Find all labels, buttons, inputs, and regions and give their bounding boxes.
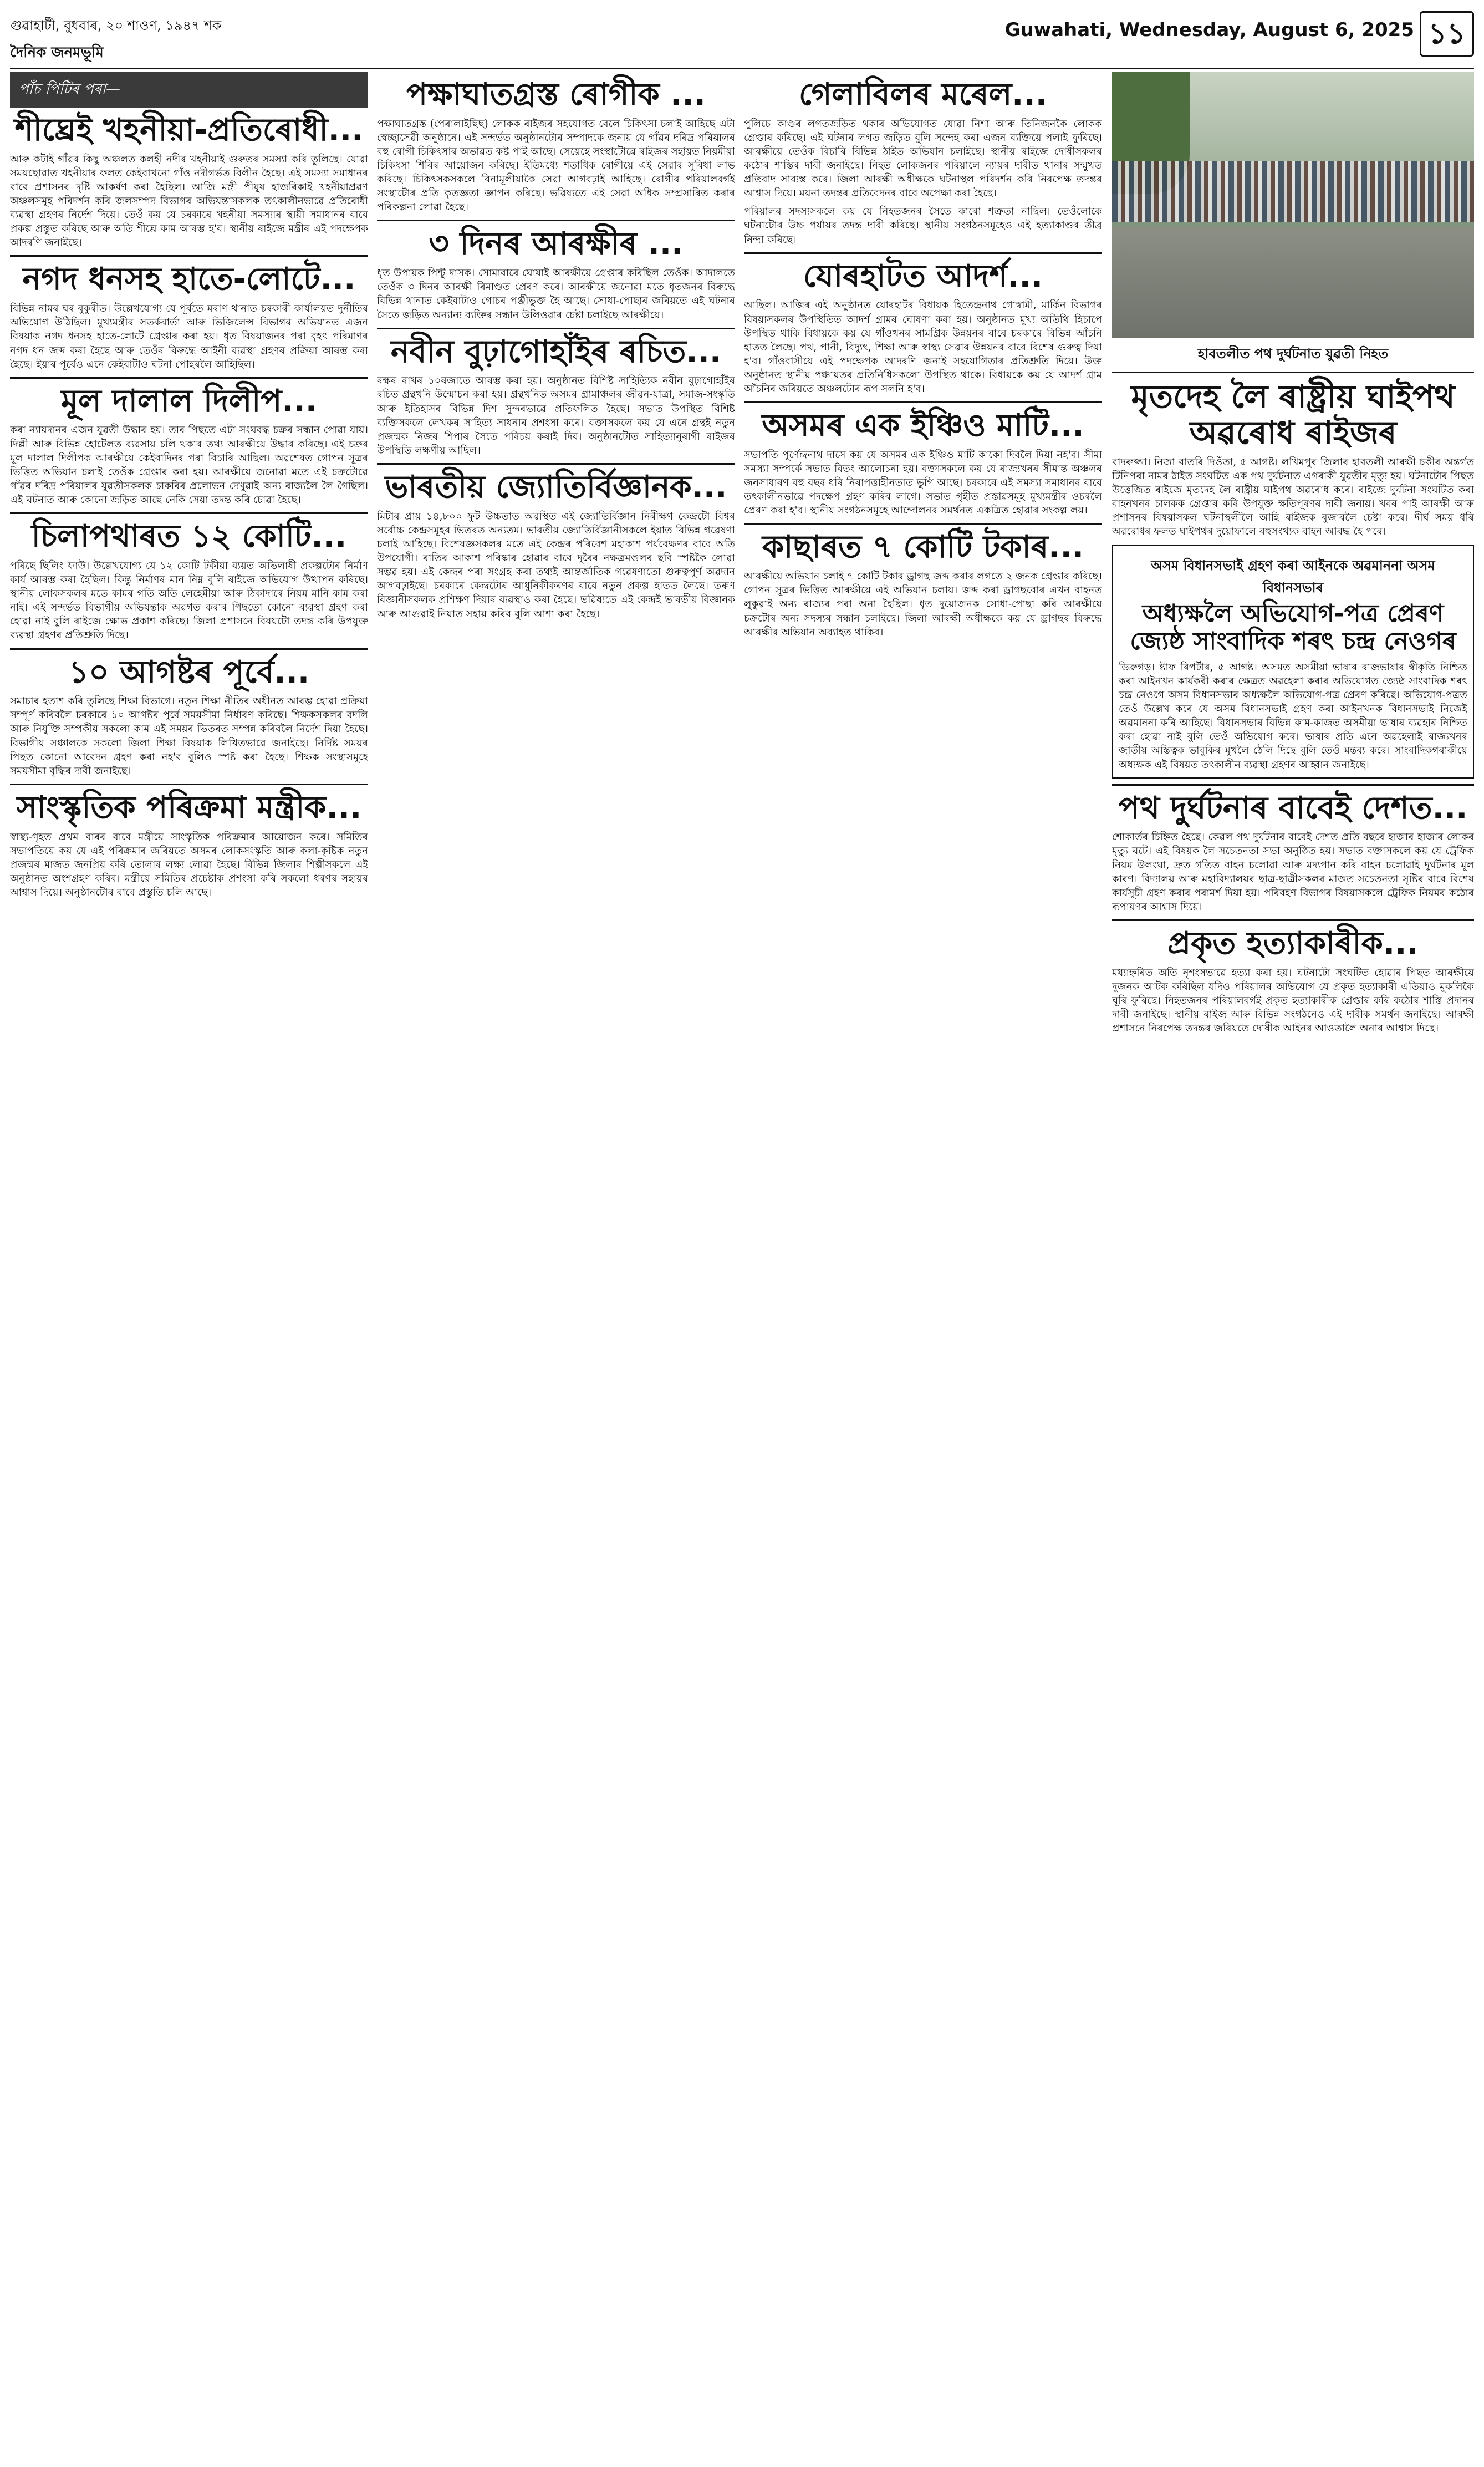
boxed-story (1112, 545, 1474, 779)
paper-name: দৈনিক জনমভূমি (10, 44, 104, 61)
headline: অধ্যক্ষলৈ অভিযোগ-পত্ৰ প্ৰেৰণ জ্যেষ্ঠ সাংবাদিক শৰৎ চন্দ্ৰ নেওগৰ (1130, 599, 1456, 656)
article-body: আৰক্ষীয়ে অভিযান চলাই ৭ কোটি টকাৰ ড্ৰাগছ জব্দ কৰাৰ লগতে ২ জনক গ্ৰেপ্তাৰ কৰিছে। গোপন সূত্ৰৰ ভিত্তিত আৰক্ষীয়ে এই অভিযান চলায়। জব্দ কৰা ড্ৰাগছবোৰ এখন বাহনত লুকুৱাই অন্য ৰাজ্যৰ পৰা অনা হৈছিল। ধৃত দুয়োজনক সোধা-পোছা কৰি আৰক্ষীয়ে চক্ৰটোৰ অন্য সদস্যৰ সন্ধান চলাইছে। জিলা আৰক্ষী অধীক্ষকে কয় যে ড্ৰাগছৰ বিৰুদ্ধে আৰক্ষীৰ অভিযান অব্যাহত থাকিব। (744, 571, 1102, 638)
article-body: কৰা ন্যায়দানৰ এজন যুৱতী উদ্ধাৰ হয়। তাৰ পিছতে এটা সংঘবদ্ধ চক্ৰৰ সন্ধান পোৱা যায়। দিল্লী আৰু বিভিন্ন হোটেলত ব্যৱসায় চলি থকাৰ তথ্য আৰক্ষীয়ে উদ্ধাৰ কৰিছে। এই চক্ৰৰ মূল দালাল দিলীপক আৰক্ষীয়ে কেইবাদিনৰ পৰা বিচাৰি আছিল। অৱশেষত গোপন সূত্ৰৰ ভিত্তিত অভিযান চলাই তেওঁক গ্ৰেপ্তাৰ কৰা হয়। আৰক্ষীয়ে জনোৱা মতে এই চক্ৰটোৱে গাঁৱৰ দৰিদ্ৰ পৰিয়ালৰ যুৱতীসকলক চাকৰিৰ প্ৰলোভন দেখুৱাই অন্য ৰাজ্যলৈ লৈ গৈছিল। এই ঘটনাত আৰু কোনো জড়িত আছে নেকি সেয়া তদন্ত কৰি চোৱা হৈছে। (10, 424, 368, 506)
headline: অসমৰ এক ইঞ্চিও মাটি... (744, 401, 1102, 444)
accident-photo (1112, 72, 1474, 338)
kicker: অসম বিধানসভাই গ্ৰহণ কৰা আইনকে অৱমাননা অসম বিধানসভাৰ (1151, 557, 1435, 596)
section-tag: পাঁচ পিটিৰ পৰা— (10, 72, 368, 108)
article-body: শোকাৰ্তৰ চিহ্নিত হৈছে। কেৱল পথ দুৰ্ঘটনাৰ বাবেই দেশত প্ৰতি বছৰে হাজাৰ হাজাৰ লোকৰ মৃত্যু ঘটে। এই বিষয়ক লৈ সচেতনতা সভা অনুষ্ঠিত হয়। সভাত বক্তাসকলে কয় যে ট্ৰেফিক নিয়ম উলংঘা, দ্ৰুত গতিত বাহন চলোৱা আৰু মদ্যপান কৰি বাহন চলোৱাই দুৰ্ঘটনাৰ মূল কাৰণ। বিদ্যালয় আৰু মহাবিদ্যালয়ৰ ছাত্ৰ-ছাত্ৰীসকলৰ মাজত সচেতনতা সৃষ্টিৰ বাবে বিশেষ কাৰ্যসূচী গ্ৰহণ কৰাৰ পৰামৰ্শ দিয়া হয়। পৰিবহণ বিভাগৰ বিষয়াসকলে ট্ৰেফিক নিয়মৰ কঠোৰ ৰূপায়ণৰ আশ্বাস দিয়ে। (1112, 831, 1474, 913)
article-body: সমাচাৰ হতাশ কৰি তুলিছে শিক্ষা বিভাগে। নতুন শিক্ষা নীতিৰ অধীনত আৰম্ভ হোৱা প্ৰক্ৰিয়া সম্পূৰ্ণ কৰিবলৈ চৰকাৰে ১০ আগষ্টৰ পূৰ্বে সময়সীমা নিৰ্ধাৰণ কৰিছে। শিক্ষকসকলৰ বদলি আৰু নিযুক্তি সম্পৰ্কীয় সকলো কাম এই সময়ৰ ভিতৰত সম্পন্ন কৰিবলৈ নিৰ্দেশ দিয়া হৈছে। বিভাগীয় সঞ্চালকে সকলো জিলা শিক্ষা বিষয়াক লিখিতভাৱে জনাইছে। নিৰ্দিষ্ট সময়ৰ পিছত কোনো আবেদন গ্ৰহণ কৰা নহ'ব বুলিও স্পষ্ট কৰা হৈছে। শিক্ষক সংস্থাসমূহে সময়সীমা বৃদ্ধিৰ দাবী জনাইছে। (10, 695, 368, 777)
article-body: পৰিছে ছিলিং ফাউ। উল্লেখযোগ্য যে ১২ কোটি টকীয়া ব্যয়ত অভিলাষী প্ৰকল্পটোৰ নিৰ্মাণ কাৰ্য আৰম্ভ কৰা হৈছিল। কিন্তু নিৰ্মাণৰ মান নিম্ন বুলি ৰাইজে অভিযোগ উত্থাপন কৰিছে। স্থানীয় লোকসকলৰ মতে কামৰ গতি অতি লেহেমীয়া আৰু ঠিকাদাৰে নিয়ম মানি কাম কৰা নাই। এই সন্দৰ্ভত বিভাগীয় অভিযন্তাক অৱগত কৰাৰ পিছতো কোনো ব্যৱস্থা গ্ৰহণ কৰা হোৱা নাই বুলি ৰাইজে ক্ষোভ প্ৰকাশ কৰিছে। জিলা প্ৰশাসনে বিষয়টো তদন্ত কৰি উপযুক্ত ব্যৱস্থা গ্ৰহণৰ প্ৰতিশ্ৰুতি দিছে। (10, 559, 368, 642)
headline: চিলাপথাৰত ১২ কোটি... (10, 512, 368, 555)
article-body: আছিল। আজিৰ এই অনুষ্ঠানত যোৰহাটৰ বিধায়ক হিতেন্দ্ৰনাথ গোস্বামী, মাৰ্কিন বিভাগৰ বিষয়াসকলৰ উপস্থিতিত আদৰ্শ গ্ৰামৰ ঘোষণা কৰা হয়। অনুষ্ঠানত মুখ্য অতিথি হিচাপে উপস্থিত থাকি বিধায়কে কয় যে গাঁওখনৰ সামগ্ৰিক উন্নয়নৰ বাবে চৰকাৰে বিভিন্ন আঁচনি হাতত লৈছে। পথ, পানী, বিদ্যুৎ, শিক্ষা আৰু স্বাস্থ্য সেৱাৰ উন্নয়নৰ বাবে বিশেষ গুৰুত্ব দিয়া হ'ব। গাঁওবাসীয়ে এই পদক্ষেপক আদৰণি জনাই সহযোগিতাৰ প্ৰতিশ্ৰুতি দিয়ে। উক্ত অনুষ্ঠানত স্থানীয় পঞ্চায়তৰ প্ৰতিনিধিসকলো উপস্থিত থাকে। বিধায়কে কয় যে আদৰ্শ গ্ৰাম আঁচনিৰ জৰিয়তে অঞ্চলটোৰ ৰূপ সলনি হ'ব। (744, 299, 1102, 395)
dateline-right: Guwahati, Wednesday, August 6, 2025 (1004, 19, 1414, 41)
headline: মূল দালাল দিলীপ... (10, 377, 368, 419)
column-2 (377, 72, 735, 2445)
header-rule (10, 67, 1474, 69)
article-body: স্বাস্থ্য-গৃহত প্ৰথম বাৰৰ বাবে মন্ত্ৰীয়ে সাংস্কৃতিক পৰিক্ৰমাৰ আয়োজন কৰে। সমিতিৰ সভাপতিয়ে কয় যে এই পৰিক্ৰমাৰ জৰিয়তে অসমৰ লোকসংস্কৃতি আৰু কলা-কৃষ্টিক নতুন প্ৰজন্মৰ মাজত জনপ্ৰিয় কৰি তোলাৰ লক্ষ্য লোৱা হৈছে। বিভিন্ন জিলাৰ শিল্পীসকলে এই অনুষ্ঠানত অংশগ্ৰহণ কৰিব। মন্ত্ৰীয়ে সমিতিৰ প্ৰচেষ্টাক প্ৰশংসা কৰি সকলো ধৰণৰ সহায়ৰ আশ্বাস দিয়ে। অনুষ্ঠানটোৰ বাবে প্ৰস্তুতি চলি আছে। (10, 831, 368, 899)
headline: শীঘ্ৰেই খহনীয়া-প্ৰতিৰোধী... (14, 112, 364, 148)
page-number: ১১ (1420, 11, 1474, 57)
article-body: পুলিচে কাণ্ডৰ লগতজড়িত থকাৰ অভিযোগত যোৱা নিশা আৰু তিনিজনকৈ লোকক গ্ৰেপ্তাৰ কৰিছে। এই ঘটনাৰ লগত জড়িত বুলি সন্দেহ কৰা এজন ব্যক্তিয়ে পলাই ফুৰিছে। আৰক্ষীয়ে তেওঁক বিচাৰি বিভিন্ন ঠাইত অভিযান চলাইছে। স্থানীয় ৰাইজে দোষীসকলৰ কঠোৰ শাস্তিৰ দাবী জনাইছে। নিহত লোকজনৰ পৰিয়ালে ন্যায়ৰ দাবীত থানাৰ সন্মুখত প্ৰতিবাদ সাব্যস্ত কৰে। জিলা আৰক্ষী অধীক্ষকে ঘটনাস্থল পৰিদৰ্শন কৰি নিৰপেক্ষ তদন্তৰ আশ্বাস দিয়ে। ময়না তদন্তৰ প্ৰতিবেদনৰ বাবে অপেক্ষা কৰা হৈছে। (744, 118, 1102, 200)
headline: প্ৰকৃত হত্যাকাৰীক... (1112, 919, 1474, 962)
headline: সাংস্কৃতিক পৰিক্ৰমা মন্ত্ৰীক... (10, 784, 368, 826)
article-body: ধৃত উপায়ক পিন্টু দাসক। সোমাবাৰে ঘোষাই আৰক্ষীয়ে গ্ৰেপ্তাৰ কৰিছিল তেওঁক। আদালতে তেওঁক ৩ দিনৰ আৰক্ষী ৰিমাণ্ডত প্ৰেৰণ কৰে। আৰক্ষীয়ে জনোৱা মতে ধৃতজনৰ বিৰুদ্ধে বিভিন্ন থানাত কেইবাটাও গোচৰ পঞ্জীভুক্ত হৈ আছে। সোধা-পোছাৰ জৰিয়তে এই ঘটনাৰ সৈতে জড়িত অন্যান্য ব্যক্তিৰ সন্ধান উলিওৱাৰ চেষ্টা চলাইছে আৰক্ষীয়ে। (377, 267, 735, 321)
article-body: বাদৰুজ্জা। নিজা বাতৰি দিওঁতা, ৫ আগষ্ট। লখিমপুৰ জিলাৰ হাবতলী আৰক্ষী চকীৰ অন্তৰ্গত টিনিপৰা নামৰ ঠাইত সংঘটিত এক পথ দুৰ্ঘটনাত এগৰাকী যুৱতীৰ মৃত্যু হয়। ঘটনাটোৰ পিছত উত্তেজিত ৰাইজে মৃতদেহ লৈ ৰাষ্ট্ৰীয় ঘাইপথ অৱৰোধ কৰে। ৰাইজে দুৰ্ঘটনা সংঘটিত কৰা বাহনখনৰ চালকক গ্ৰেপ্তাৰ কৰি উপযুক্ত ক্ষতিপূৰণৰ দাবী জনায়। খবৰ পাই আৰক্ষী আৰু প্ৰশাসনৰ বিষয়াসকল ঘটনাস্থলীলৈ আহি ৰাইজক বুজাবলৈ চেষ্টা কৰে। দীৰ্ঘ সময় ধৰি অৱৰোধৰ ফলত ঘাইপথৰ দুয়োফালে বহুসংখ্যক বাহন আবদ্ধ হৈ পৰে। (1112, 456, 1474, 538)
article-body: মধ্যাহ্নৰিত অতি নৃশংসভাৱে হত্যা কৰা হয়। ঘটনাটো সংঘটিত হোৱাৰ পিছত আৰক্ষীয়ে দুজনক আটক কৰিছিল যদিও পৰিয়ালৰ অভিযোগ যে প্ৰকৃত হত্যাকাৰী এতিয়াও মুকলিকৈ ঘূৰি ফুৰিছে। নিহতজনৰ পৰিয়ালবৰ্গই প্ৰকৃত হত্যাকাৰীক গ্ৰেপ্তাৰ কৰি কঠোৰ শাস্তি প্ৰদানৰ দাবী জনাইছে। স্থানীয় ৰাইজ আৰু বিভিন্ন সংগঠনেও এই দাবীক সমৰ্থন জনাইছে। আৰক্ষী প্ৰশাসনে নিৰপেক্ষ তদন্তৰ জৰিয়তে দোষীক আইনৰ আওতালৈ অনাৰ আশ্বাস দিছে। (1112, 967, 1474, 1035)
article-body: ৰক্ষৰ ৰাখৰ ১০ৰজাতে আৰম্ভ কৰা হয়। অনুষ্ঠানত বিশিষ্ট সাহিত্যিক নবীন বুঢ়াগোহাঁইৰ ৰচিত গ্ৰন্থখনি উন্মোচন কৰা হয়। গ্ৰন্থখনিত অসমৰ গ্ৰামাঞ্চলৰ জীৱন-যাত্ৰা, সমাজ-সংস্কৃতি আৰু ইতিহাসৰ বিভিন্ন দিশ সুন্দৰভাৱে প্ৰতিফলিত হৈছে। সভাত উপস্থিত বিশিষ্ট ব্যক্তিসকলে লেখকৰ সাহিত্য সাধনাৰ প্ৰশংসা কৰে। বক্তাসকলে কয় যে এনে গ্ৰন্থই নতুন প্ৰজন্মক নিজৰ শিপাৰ সৈতে পৰিচয় কৰাই দিব। অনুষ্ঠানটোত সাহিত্যানুৰাগী ৰাইজৰ উপস্থিতি লক্ষণীয় আছিল। (377, 375, 735, 456)
photo-road (1112, 227, 1474, 338)
headline: যোৰহাটত আদৰ্শ... (744, 252, 1102, 294)
photo-caption: হাবতলীত পথ দুৰ্ঘটনাত যুৱতী নিহত (1197, 346, 1389, 362)
article-body: পৰিয়ালৰ সদস্যসকলে কয় যে নিহতজনৰ সৈতে কাৰো শত্ৰুতা নাছিল। তেওঁলোকে ঘটনাটোৰ উচ্চ পৰ্যায়ৰ তদন্ত দাবী কৰিছে। স্থানীয় সংগঠনসমূহেও এই হত্যাকাণ্ডৰ তীব্ৰ নিন্দা কৰিছে। (744, 206, 1102, 246)
column-1 (10, 72, 368, 2445)
article-body: মিটাৰ প্ৰায় ১৪,৮০০ ফুট উচ্চতাত অৱস্থিত এই জ্যোতিৰ্বিজ্ঞান নিৰীক্ষণ কেন্দ্ৰটো বিশ্বৰ সৰ্বোচ্চ কেন্দ্ৰসমূহৰ ভিতৰত অন্যতম। ভাৰতীয় জ্যোতিৰ্বিজ্ঞানীসকলে ইয়াত বিভিন্ন গৱেষণা চলাই আহিছে। বিশেষজ্ঞসকলৰ মতে এই কেন্দ্ৰৰ পৰিবেশ মহাকাশ পৰ্যবেক্ষণৰ বাবে অতি উপযোগী। ৰাতিৰ আকাশ পৰিষ্কাৰ হোৱাৰ বাবে দূৰৈৰ নক্ষত্ৰমণ্ডলৰ ছবি স্পষ্টকৈ লোৱা সম্ভৱ হয়। এই কেন্দ্ৰৰ পৰা সংগ্ৰহ কৰা তথ্যই আন্তৰ্জাতিক গৱেষণাতো গুৰুত্বপূৰ্ণ অৱদান আগবঢ়াইছে। চৰকাৰে কেন্দ্ৰটোৰ আধুনিকীকৰণৰ বাবে নতুন প্ৰকল্প হাতত লৈছে। তৰুণ বিজ্ঞানীসকলক প্ৰশিক্ষণ দিয়াৰ ব্যৱস্থাও কৰা হৈছে। ভৱিষ্যতে এই কেন্দ্ৰই ভাৰতীয় বিজ্ঞানক আৰু আগুৱাই নিয়াত সহায় কৰিব বুলি আশা কৰা হৈছে। (377, 510, 735, 620)
headline: নবীন বুঢ়াগোহাঁইৰ ৰচিত... (377, 328, 735, 370)
headline: ৩ দিনৰ আৰক্ষীৰ ... (377, 220, 735, 262)
headline: ভাৰতীয় জ্যোতিৰ্বিজ্ঞানক... (377, 463, 735, 505)
headline: পথ দুৰ্ঘটনাৰ বাবেই দেশত... (1112, 784, 1474, 826)
column-3 (744, 72, 1102, 2445)
headline: কাছাৰত ৭ কোটি টকাৰ... (744, 523, 1102, 565)
columns (10, 72, 1474, 2445)
masthead (10, 11, 1474, 72)
article-body: সভাপতি পূৰ্ণেন্দ্ৰনাথ দাসে কয় যে অসমৰ এক ইঞ্চিও মাটি কাকো দিবলৈ দিয়া নহ'ব। সীমা সমস্যা সম্পৰ্কে সভাত বিতং আলোচনা হয়। বক্তাসকলে কয় যে ৰাজ্যখনৰ সীমান্ত অঞ্চলৰ জনসাধাৰণ বহু বছৰ ধৰি নিৰাপত্তাহীনতাত ভুগি আছে। চৰকাৰে এই সমস্যা সমাধানৰ বাবে তৎকালীনভাৱে পদক্ষেপ গ্ৰহণ কৰিব লাগে। সভাত গৃহীত প্ৰস্তাৱসমূহ মুখ্যমন্ত্ৰীৰ ওচৰলৈ প্ৰেৰণ কৰা হ'ব। স্থানীয় সংগঠনসমূহে আন্দোলনৰ সমৰ্থনত একত্ৰিত হোৱাৰ সংকল্প লয়। (744, 449, 1102, 517)
headline: ১০ আগষ্টৰ পূৰ্বে... (10, 648, 368, 690)
article-body: আৰু কটাই গাঁৱৰ কিছু অঞ্চলত কলহী নদীৰ খহনীয়াই গুৰুতৰ সমস্যা কৰি তুলিছে। যোৱা সময়ছোৱাত খহনীয়াৰ ফলত কেইবাখনো গাঁও নদীগৰ্ভত বিলীন হৈছে। এই সমস্যা সমাধানৰ বাবে প্ৰশাসনৰ দৃষ্টি আকৰ্ষণ কৰা হৈছিল। আজি মন্ত্ৰী পীযুষ হাজৰিকাই খহনীয়াপ্ৰৱণ অঞ্চলসমূহ পৰিদৰ্শন কৰি জলসম্পদ বিভাগৰ অভিযন্তাসকলক তৎকালীনভাৱে প্ৰতিৰোধী ব্যৱস্থা গ্ৰহণৰ নিৰ্দেশ দিয়ে। তেওঁ কয় যে চৰকাৰে খহনীয়া সমস্যাৰ স্থায়ী সমাধানৰ বাবে প্ৰকল্প প্ৰস্তুত কৰিছে আৰু অতি শীঘ্ৰে কাম আৰম্ভ হ'ব। স্থানীয় ৰাইজে মন্ত্ৰীৰ এই পদক্ষেপক আদৰণি জনাইছে। (10, 153, 368, 249)
headline: মৃতদেহ লৈ ৰাষ্ট্ৰীয় ঘাইপথ অৱৰোধ ৰাইজৰ (1112, 372, 1474, 451)
article-body: বিভিন্ন নামৰ ঘৰ বুকুৰীত। উল্লেখযোগ্য যে পূৰ্বতে মৰাণ থানাত চৰকাৰী কাৰ্যালয়ত দুৰ্নীতিৰ অভিযোগ উঠিছিল। মুখ্যমন্ত্ৰীৰ সতৰ্কবাৰ্তা আৰু ভিজিলেন্স বিভাগৰ অভিযানত এজন বিষয়াক নগদ ধনসহ হাতে-লোটে গ্ৰেপ্তাৰ কৰা হয়। ধৃত বিষয়াজনৰ পৰা বৃহৎ পৰিমাণৰ নগদ ধন জব্দ কৰা হৈছে আৰু তেওঁৰ বিৰুদ্ধে আইনী ব্যৱস্থা গ্ৰহণৰ প্ৰক্ৰিয়া আৰম্ভ কৰা হৈছে। ইয়াৰ পূৰ্বেও এনে কেইবাটাও ঘটনা পোহৰলৈ আহিছিল। (10, 303, 368, 370)
column-4 (1112, 72, 1474, 2445)
headline: পক্ষাঘাতগ্ৰস্ত ৰোগীক ... (406, 77, 706, 113)
headline: নগদ ধনসহ হাতে-লোটে... (10, 255, 368, 297)
dateline-left: গুৱাহাটী, বুধবাৰ, ২০ শাওণ, ১৯৪৭ শক (10, 18, 222, 33)
photo-crowd (1112, 161, 1474, 222)
article-body: ডিব্ৰুগড়। ষ্টাফ ৰিপৰ্টাৰ, ৫ আগষ্ট। অসমত অসমীয়া ভাষাৰ ৰাজভাষাৰ স্বীকৃতি নিশ্চিত কৰা আইনখন কাৰ্যকৰী কৰাৰ ক্ষেত্ৰত অৱহেলা কৰাৰ অভিযোগত জ্যেষ্ঠ সাংবাদিক শৰৎ চন্দ্ৰ নেওগে অসম বিধানসভাৰ অধ্যক্ষলৈ অভিযোগ-পত্ৰ প্ৰেৰণ কৰিছে। অভিযোগ-পত্ৰত তেওঁ উল্লেখ কৰে যে অসম বিধানসভাই গ্ৰহণ কৰা আইনখনক বিধানসভাই নিজেই অৱমাননা কৰি আহিছে। বিধানসভাৰ বিভিন্ন কাম-কাজত অসমীয়া ভাষাৰ ব্যৱহাৰ নিশ্চিত কৰা হোৱা নাই বুলি তেওঁ অভিযোগ কৰে। ভাষাৰ প্ৰতি এনে অৱহেলাই ৰাজ্যখনৰ জাতীয় অস্তিত্বক ভাবুকিৰ মুখলৈ ঠেলি দিছে বুলি তেওঁ মন্তব্য কৰে। সাংবাদিকগৰাকীয়ে অধ্যক্ষক এই বিষয়ত তৎকালীন ব্যৱস্থা গ্ৰহণৰ আহ্বান জনাইছে। (1119, 661, 1467, 771)
headline: গেলাবিলৰ মৰেল... (798, 77, 1047, 113)
article-body: পক্ষাঘাতগ্ৰস্ত (পেৰালাইছিছ) লোকক ৰাইজৰ সহযোগত বেলে চিকিৎসা চলাই আহিছে এটা স্বেচ্ছাসেৱী অনুষ্ঠানে। এই সন্দৰ্ভত অনুষ্ঠানটোৰ সম্পাদকে জনায় যে গাঁৱৰ দৰিদ্ৰ পৰিয়ালৰ বহু ৰোগী চিকিৎসাৰ অভাৱত কষ্ট পাই আছে। সেয়েহে সংস্থাটোৱে ৰাইজৰ সহায়ত নিয়মীয়া চিকিৎসা শিবিৰ আয়োজন কৰিছে। ইতিমধ্যে শতাধিক ৰোগীয়ে এই সেৱাৰ সুবিধা লাভ কৰিছে। চিকিৎসকসকলে বিনামূলীয়াকৈ সেৱা আগবঢ়াই আহিছে। ৰোগীৰ পৰিয়ালবৰ্গই সংস্থাটোৰ প্ৰতি কৃতজ্ঞতা জ্ঞাপন কৰিছে। ভৱিষ্যতে এই সেৱা অধিক সম্প্ৰসাৰিত কৰাৰ পৰিকল্পনা লোৱা হৈছে। (377, 118, 735, 213)
